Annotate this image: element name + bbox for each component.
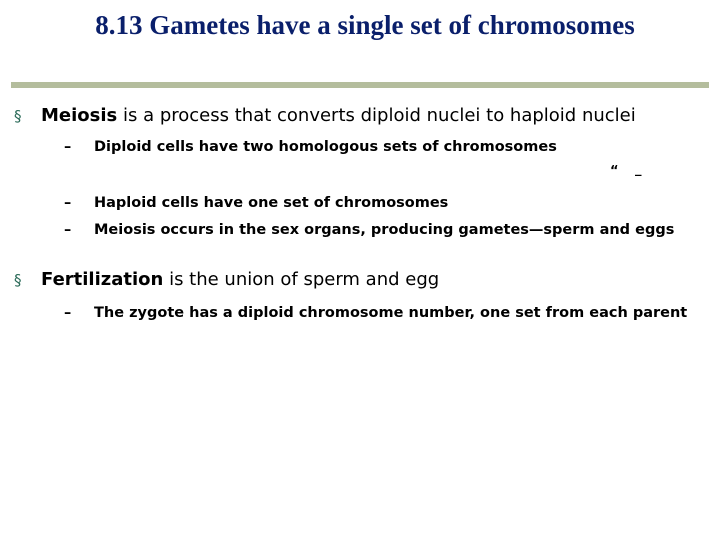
bullet-rest: is the union of sperm and egg [163,269,440,290]
slide-title: 8.13 Gametes have a single set of chromosomes [95,10,635,40]
term-meiosis: Meiosis [41,105,118,126]
term-fertilization: Fertilization [41,269,164,290]
bullet-marker: § [14,107,22,125]
sub-bullet-text: Haploid cells have one set of chromosomes [94,195,449,211]
dash-marker: – [64,305,72,321]
dash-marker: – [64,195,72,211]
bullet-text [41,105,636,127]
sub-bullet-text: The zygote has a diploid chromosome number, one set from each parent [94,305,688,321]
dash-marker: – [64,222,72,238]
bullet-rest: is a process that converts diploid nuclei to haploid nuclei [117,105,636,126]
sub-bullet-text: Meiosis occurs in the sex organs, producing gametes—sperm and eggs [94,222,675,238]
dash-marker: – [64,139,72,155]
sub-bullet-text: Diploid cells have two homologous sets of chromosomes [94,139,557,155]
title-divider [11,82,709,88]
bullet-marker: § [14,271,22,289]
stray-underscore-mark: _ [635,162,642,177]
bullet-text [41,269,439,291]
stray-quote-mark: “ [610,164,619,179]
